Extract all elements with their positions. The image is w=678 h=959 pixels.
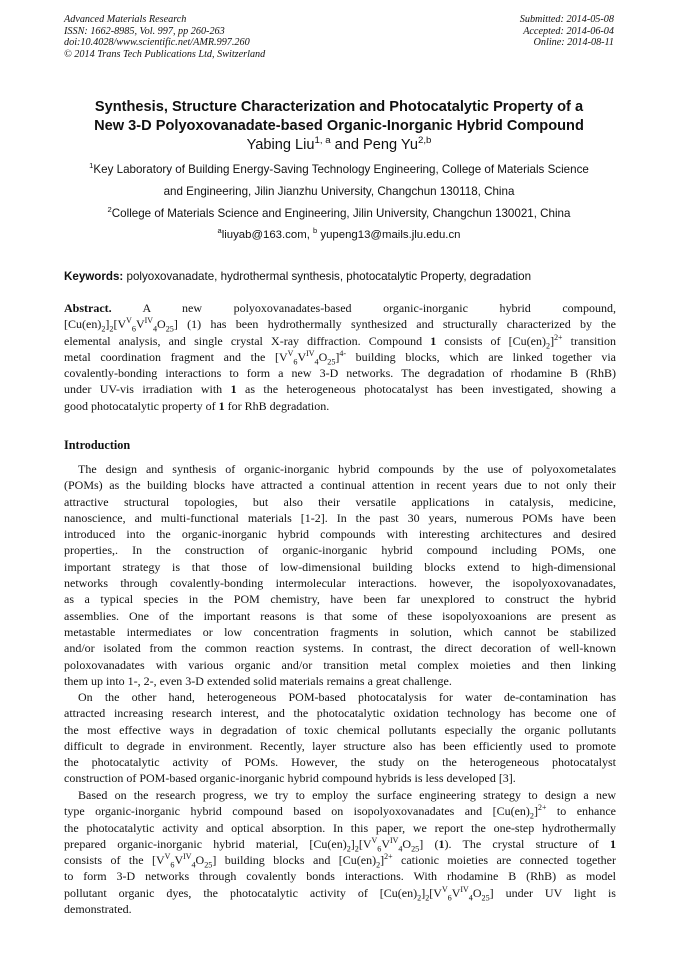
journal-issn: ISSN: 1662-8985, Vol. 997, pp 260-263 [64,25,225,37]
intro-line [64,852,616,868]
formula-part: ] [380,853,385,868]
abstract-text: as the heterogeneous photocatalyst has been investigated, showing a [236,382,616,397]
email-a-marker: a [217,226,222,236]
formula-sup: IV [144,316,153,326]
abstract-label: Abstract. [64,301,112,315]
formula-sub: 4 [152,324,158,334]
author-2-affiliation: 2,b [417,135,432,147]
author-conjunction: and [330,137,364,153]
formula-sub: 2 [417,893,422,903]
formula-part: O [318,349,328,364]
affiliation-1-marker: 1 [89,161,94,171]
intro-line: difficult to degrade in environment. Recently, layer structure also has been efficiently used to promote [64,738,616,753]
keywords [64,270,616,284]
formula-part: [ [429,885,434,900]
author-list [0,137,678,154]
compound-ref: 1 [230,382,237,397]
abstract [64,300,616,414]
email-a: liuyab@163.com, [221,229,314,241]
intro-line: construction of POM-based organic-inorganic hybrid compound hybrids is less developed [3]. [64,771,516,786]
formula-sub: 25 [204,860,213,870]
intro-line: as a typical species in the POM chemistry, have been far unexplored to construct the hybrid [64,592,616,607]
abstract-line [64,316,616,332]
intro-text: to enhance [546,804,617,819]
formula-sub: 4 [314,357,319,367]
abstract-text: (1) has been hydrothermally synthesized and structurally characterized by the [177,317,616,332]
formula-part: O [402,836,412,851]
formula-sup: 2+ [384,852,393,862]
online-date: Online: 2014-08-11 [533,37,614,49]
formula-sub: 6 [377,844,382,854]
formula-sub: 4 [398,844,403,854]
intro-line: nanoscience, and multi-functional materials [1-2]. In the past 30 years, numerous POMs have been [64,510,616,525]
formula-sub: 2 [109,324,114,334]
keywords-text: polyoxovanadate, hydrothermal synthesis, photocatalytic Property, degradation [123,270,532,283]
title-line-1: Synthesis, Structure Characterization and Photocatalytic Property of a [94,99,584,115]
compound-ref: 1 [218,398,225,413]
abstract-line: covalently-bonding interactions to form a new 3-D networks. The degradation of rhodamine B (RhB) [64,366,616,381]
intro-text: under UV light is [493,885,616,900]
formula-sub: 2 [546,340,551,350]
formula-sup: V [371,835,378,845]
formula-sub: 25 [481,893,490,903]
abstract-line [64,333,616,349]
affiliation-2-marker: 2 [107,205,112,215]
formula-part: V [362,836,372,851]
author-2: Peng Yu [363,137,418,153]
author-1: Yabing Liu [246,137,315,153]
intro-line: and/or isolated from the common reaction systems. In contrast, the direct decoration of well-known [64,641,616,656]
formula-sub: 2 [354,844,359,854]
intro-line [64,885,616,901]
affiliation-1-text: Key Laboratory of Building Energy-Saving Technology Engineering, College of Materials Science [93,163,589,176]
keywords-label: Keywords: [64,270,124,283]
intro-line: introduced into the organic-inorganic hybrid compounds with interesting architectures and desired [64,527,616,542]
formula-sup: IV [183,852,192,862]
formula-part: V [297,349,307,364]
intro-line: properties,. In the construction of organic-inorganic hybrid compound including POMs, one [64,543,616,558]
compound-ref: 1 [438,836,445,851]
introduction-paragraph-2 [64,689,616,787]
formula-sub: 4 [468,893,473,903]
abstract-line [64,349,616,365]
formula-sub: 2 [346,844,351,854]
compound-ref: 1 [610,836,617,851]
formula-part: [Cu(en) [64,317,102,332]
intro-line: the photocatalytic activity and optical absorption. In this paper, we report the one-step hydrothermally [64,820,616,835]
author-1-affiliation: 1, a [314,135,331,147]
abstract-text: A new polyoxovanadates-based organic-inorganic hybrid compound, [111,301,616,315]
formula-part: V [381,836,390,851]
abstract-text: consists of [Cu(en) [436,333,547,348]
intro-line [64,836,616,852]
abstract-text: under UV-vis irradiation with [64,382,231,397]
affiliation-1-line-2: and Engineering, Jilin Jianzhu University, Changchun 130118, China [163,185,515,198]
accepted-date: Accepted: 2014-06-04 [523,25,614,37]
formula-part: O [472,885,482,900]
intro-text: type organic-inorganic hybrid compound based on isopolyoxovanadates and [Cu(en) [64,804,530,819]
intro-line: networks through covalently-bonding intermolecular interactions. however, the isopolyoxovanadates, [64,576,616,591]
intro-line: poloxovanadates with various organic and/or transition metal complex moieties and then linking [64,657,616,672]
intro-text: ] building blocks and [Cu(en) [212,853,377,868]
intro-text: ). The crystal structure of [444,836,611,851]
intro-line: metastable intermediates or low concentration fragments in solution, which cannot be stabilized [64,624,616,639]
submitted-date: Submitted: 2014-05-08 [519,14,614,25]
section-heading-introduction: Introduction [64,438,131,452]
formula-sub: 25 [327,357,336,367]
formula-part: ] [419,836,424,851]
intro-line: The design and synthesis of organic-inorganic hybrid compounds by the use of polyoxometalates [78,462,616,476]
formula-part: ] [421,885,426,900]
affiliation-2 [40,207,638,221]
formula-part: ] [489,885,494,900]
formula-sup: IV [390,835,399,845]
formula-part: V [433,885,442,900]
formula-part: ] [335,349,340,364]
abstract-line [64,300,616,316]
formula-sup: 4- [339,348,346,358]
formula-sup: V [287,348,294,358]
formula-sup: IV [306,348,315,358]
abstract-line [64,381,616,397]
paper-title [50,98,628,135]
formula-sub: 6 [131,324,136,334]
intro-line: assemblies. One of the important reasons is that some of these isopolyoxoanions are present as [64,608,616,623]
introduction-paragraph-1 [64,461,616,689]
formula-part: [ [113,317,118,332]
abstract-text: good photocatalytic property of [64,398,219,413]
formula-sup: IV [460,884,469,894]
formula-sub: 6 [170,860,175,870]
formula-sub: 2 [376,860,381,870]
intro-line: important strategy is that those of low-dimensional building blocks extend to high-dimensional [64,559,616,574]
formula-part: V [174,853,184,868]
formula-part: [ [358,836,363,851]
formula-part: V [135,317,145,332]
formula-sub: 25 [411,844,420,854]
intro-text: pollutant organic dyes, the photocatalytic activity of [Cu(en) [64,885,418,900]
abstract-text: metal coordination fragment and the [V [64,349,288,364]
email-b: yupeng13@mails.jlu.edu.cn [317,229,461,241]
formula-sub: 6 [293,357,298,367]
intro-line: demonstrated. [64,902,132,917]
introduction-paragraph-3 [64,787,616,917]
abstract-text: building blocks, which are linked together via [345,349,617,364]
formula-sub: 6 [447,893,452,903]
formula-part: ] [105,317,110,332]
author-emails [0,228,678,242]
intro-text: cationic moieties are connected together [392,853,616,868]
formula-part: V [451,885,461,900]
formula-part: ] [550,333,555,348]
compound-ref: 1 [430,333,437,348]
intro-line: (POMs) as the building blocks have attracted a continual attention in recent years due to not only their [64,478,616,493]
email-b-marker: b [313,226,318,236]
title-line-2: New 3-D Polyoxovanadate-based Organic-Inorganic Hybrid Compound [94,117,584,134]
intro-line: the photocatalytic activity of POMs. However, the study on the heterogeneous photocatalyst [64,755,616,770]
formula-sup: V [441,884,448,894]
intro-text: prepared organic-inorganic hybrid material, [Cu(en) [64,836,347,851]
intro-line: them up into 1-, 2-, even 3-D extended solid materials remains a great challenge. [64,673,452,688]
formula-part: ] [534,804,538,819]
intro-text: consists of the [V [64,853,165,868]
intro-line: attractive structural topologies, but also their versatile applications in catalysis, medicine, [64,494,616,509]
formula-part: O [157,317,166,332]
formula-sub: 25 [165,324,174,334]
intro-line [64,803,616,819]
intro-line: the most effective ways in degradation of toxic chemical pollutants especially the organic pollutants [64,722,616,737]
formula-sub: 2 [101,324,106,334]
formula-sup: 2+ [554,332,563,342]
intro-line: attracted increasing research interest, and the photocatalytic oxidation technology has become one of [64,706,616,721]
formula-sup: V [126,316,132,326]
journal-doi: doi:10.4028/www.scientific.net/AMR.997.260 [64,37,250,49]
formula-part: O [195,853,205,868]
formula-sub: 4 [191,860,196,870]
abstract-line [64,398,616,414]
abstract-text: elemental analysis, and single crystal X-ray diffraction. Compound [64,333,431,348]
intro-line: Based on the research progress, we try to employ the surface engineering strategy to design a new [78,788,616,802]
formula-sub: 2 [529,811,534,821]
abstract-text: for RhB degradation. [224,398,330,413]
formula-sup: 2+ [538,803,547,813]
abstract-text: transition [562,333,616,348]
formula-sub: 2 [425,893,430,903]
affiliation-2-text: College of Materials Science and Engineering, Jilin University, Changchun 130021, China [111,207,571,220]
intro-line: On the other hand, heterogeneous POM-based photocatalysis for water de-contamination has [78,690,616,704]
affiliation-1-line-1 [40,163,638,177]
intro-line: to form 3-D networks through covalently bonds interactions. With rhodamine B (RhB) as model [64,869,616,884]
publication-dates [520,14,614,49]
formula-part: V [117,317,127,332]
formula-sup: V [164,852,171,862]
journal-info [64,14,265,60]
journal-copyright: © 2014 Trans Tech Publications Ltd, Switzerland [64,48,266,60]
formula-part: ] [173,317,178,332]
journal-name: Advanced Materials Research [64,14,187,25]
formula-part: ] [350,836,355,851]
intro-text: ( [423,836,439,851]
